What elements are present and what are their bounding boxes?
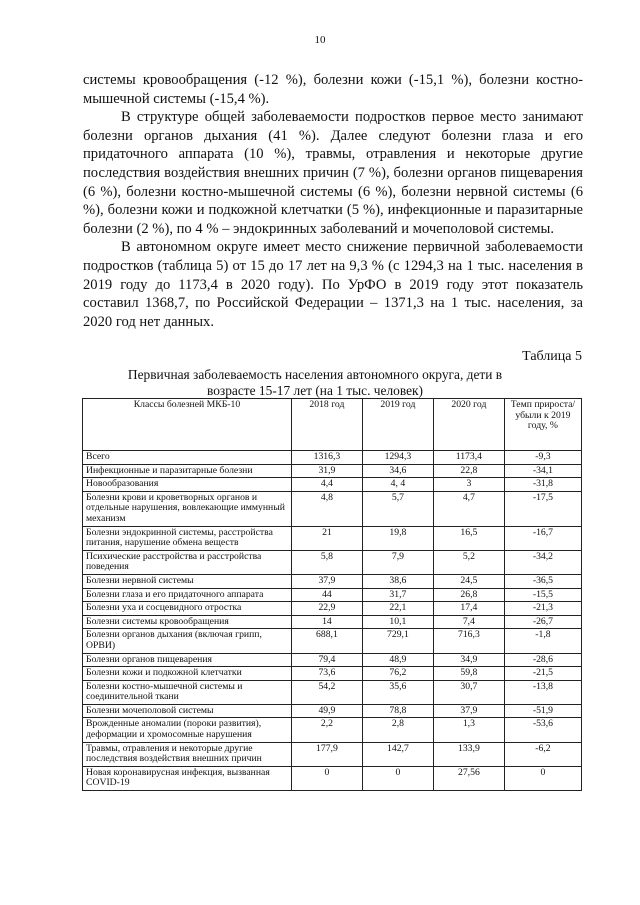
row-value: -1,8 bbox=[504, 629, 581, 653]
row-disease-class: Болезни эндокринной системы, расстройства питания, нарушение обмена веществ bbox=[83, 526, 292, 550]
row-disease-class: Болезни системы кровообращения bbox=[83, 615, 292, 629]
row-value: -9,3 bbox=[504, 451, 581, 465]
row-value: 1316,3 bbox=[291, 451, 362, 465]
row-value: 24,5 bbox=[433, 574, 504, 588]
row-value: 729,1 bbox=[362, 629, 433, 653]
row-disease-class: Травмы, отравления и некоторые другие последствия воздействия внешних причин bbox=[83, 742, 292, 766]
table-row bbox=[83, 602, 582, 616]
row-value: 79,4 bbox=[291, 653, 362, 667]
row-value: 5,2 bbox=[433, 550, 504, 574]
row-value: 54,2 bbox=[291, 680, 362, 704]
row-value: 177,9 bbox=[291, 742, 362, 766]
paragraph-dynamics: В автономном округе имеет место снижение первичной заболеваемости подростков (таблица 5) от 15 до 17 лет на 9,3 % (с 1294,3 на 1 тыс. населения в 2019 году до 1173,4 в 2020 году). По УрФО в 2019 году этот показатель составил 1368,7, по Российской Федерации – 1371,3 на 1 тыс. населения, за 2020 год нет данных. bbox=[83, 239, 583, 330]
row-disease-class: Болезни органов пищеварения bbox=[83, 653, 292, 667]
row-value: -34,1 bbox=[504, 464, 581, 478]
table-row bbox=[83, 742, 582, 766]
table-row bbox=[83, 629, 582, 653]
page-number: 10 bbox=[314, 34, 326, 46]
row-value: 688,1 bbox=[291, 629, 362, 653]
table-row bbox=[83, 615, 582, 629]
row-disease-class: Болезни крови и кроветворных органов и отдельные нарушения, вовлекающие иммунный механизм bbox=[83, 491, 292, 526]
row-value: 0 bbox=[504, 766, 581, 790]
row-value: 16,5 bbox=[433, 526, 504, 550]
table-row bbox=[83, 550, 582, 574]
row-disease-class: Болезни мочеполовой системы bbox=[83, 704, 292, 718]
row-value: -13,8 bbox=[504, 680, 581, 704]
table-row bbox=[83, 704, 582, 718]
row-value: -6,2 bbox=[504, 742, 581, 766]
row-value: 38,6 bbox=[362, 574, 433, 588]
row-value: 0 bbox=[291, 766, 362, 790]
row-value: 31,9 bbox=[291, 464, 362, 478]
row-value: 30,7 bbox=[433, 680, 504, 704]
row-value: 78,8 bbox=[362, 704, 433, 718]
row-value: 48,9 bbox=[362, 653, 433, 667]
header-2019: 2019 год bbox=[362, 399, 433, 451]
row-value: 4,8 bbox=[291, 491, 362, 526]
row-disease-class: Болезни костно-мышечной системы и соединительной ткани bbox=[83, 680, 292, 704]
table-row bbox=[83, 680, 582, 704]
row-value: 1,3 bbox=[433, 718, 504, 742]
row-value: 1173,4 bbox=[433, 451, 504, 465]
table-caption: Первичная заболеваемость населения автономного округа, дети в возрасте 15-17 лет (на 1 тыс. человек) bbox=[127, 367, 503, 398]
row-value: 37,9 bbox=[433, 704, 504, 718]
row-value: 5,8 bbox=[291, 550, 362, 574]
row-value: -36,5 bbox=[504, 574, 581, 588]
row-value: 22,8 bbox=[433, 464, 504, 478]
row-disease-class: Болезни нервной системы bbox=[83, 574, 292, 588]
row-value: 2,8 bbox=[362, 718, 433, 742]
row-value: -31,8 bbox=[504, 478, 581, 492]
row-value: 59,8 bbox=[433, 667, 504, 681]
table-row bbox=[83, 491, 582, 526]
row-value: 73,6 bbox=[291, 667, 362, 681]
row-value: 4,4 bbox=[291, 478, 362, 492]
row-disease-class: Врожденные аномалии (пороки развития), деформации и хромосомные нарушения bbox=[83, 718, 292, 742]
row-value: -28,6 bbox=[504, 653, 581, 667]
header-2018: 2018 год bbox=[291, 399, 362, 451]
row-value: 1294,3 bbox=[362, 451, 433, 465]
row-disease-class: Всего bbox=[83, 451, 292, 465]
row-value: 17,4 bbox=[433, 602, 504, 616]
row-disease-class: Болезни кожи и подкожной клетчатки bbox=[83, 667, 292, 681]
table-label: Таблица 5 bbox=[522, 349, 582, 364]
row-value: 19,8 bbox=[362, 526, 433, 550]
row-value: -21,5 bbox=[504, 667, 581, 681]
row-value: 37,9 bbox=[291, 574, 362, 588]
row-value: -21,3 bbox=[504, 602, 581, 616]
row-value: 35,6 bbox=[362, 680, 433, 704]
table-header-row bbox=[83, 399, 582, 451]
row-value: 4,7 bbox=[433, 491, 504, 526]
row-disease-class: Инфекционные и паразитарные болезни bbox=[83, 464, 292, 478]
body-text bbox=[83, 71, 583, 331]
row-value: 27,56 bbox=[433, 766, 504, 790]
table-row bbox=[83, 588, 582, 602]
row-disease-class: Болезни органов дыхания (включая грипп, ОРВИ) bbox=[83, 629, 292, 653]
row-value: 22,9 bbox=[291, 602, 362, 616]
row-disease-class: Болезни уха и сосцевидного отростка bbox=[83, 602, 292, 616]
row-value: -53,6 bbox=[504, 718, 581, 742]
header-2020: 2020 год bbox=[433, 399, 504, 451]
table-row bbox=[83, 574, 582, 588]
table-row bbox=[83, 667, 582, 681]
row-value: 2,2 bbox=[291, 718, 362, 742]
row-value: 14 bbox=[291, 615, 362, 629]
table-row bbox=[83, 766, 582, 790]
row-disease-class: Психические расстройства и расстройства поведения bbox=[83, 550, 292, 574]
row-value: -17,5 bbox=[504, 491, 581, 526]
header-growth-rate: Темп прироста/ убыли к 2019 году, % bbox=[504, 399, 581, 451]
row-value: -16,7 bbox=[504, 526, 581, 550]
row-value: 7,9 bbox=[362, 550, 433, 574]
row-value: -51,9 bbox=[504, 704, 581, 718]
row-value: -15,5 bbox=[504, 588, 581, 602]
row-value: 5,7 bbox=[362, 491, 433, 526]
table-row bbox=[83, 451, 582, 465]
row-value: 133,9 bbox=[433, 742, 504, 766]
table-body bbox=[83, 451, 582, 791]
table-row bbox=[83, 478, 582, 492]
row-value: 34,6 bbox=[362, 464, 433, 478]
row-disease-class: Новая коронавирусная инфекция, вызванная COVID-19 bbox=[83, 766, 292, 790]
row-value: 10,1 bbox=[362, 615, 433, 629]
row-value: 7,4 bbox=[433, 615, 504, 629]
row-value: 22,1 bbox=[362, 602, 433, 616]
table-row bbox=[83, 653, 582, 667]
row-value: 21 bbox=[291, 526, 362, 550]
row-value: -26,7 bbox=[504, 615, 581, 629]
row-value: -34,2 bbox=[504, 550, 581, 574]
row-disease-class: Болезни глаза и его придаточного аппарата bbox=[83, 588, 292, 602]
table-row bbox=[83, 718, 582, 742]
table-row bbox=[83, 526, 582, 550]
morbidity-table bbox=[82, 398, 582, 791]
row-value: 31,7 bbox=[362, 588, 433, 602]
row-value: 4, 4 bbox=[362, 478, 433, 492]
header-disease-class: Классы болезней МКБ-10 bbox=[83, 399, 292, 451]
paragraph-continuation: системы кровообращения (-12 %), болезни кожи (-15,1 %), болезни костно-мышечной системы (-15,4 %). bbox=[83, 72, 583, 107]
row-value: 26,8 bbox=[433, 588, 504, 602]
paragraph-structure: В структуре общей заболеваемости подростков первое место занимают болезни органов дыхания (41 %). Далее следуют болезни глаза и его придаточного аппарата (10 %), травмы, отравления и некоторые другие последствия воздействия внешних причин (7 %), болезни органов пищеварения (6 %), болезни костно-мышечной системы (6 %), болезни нервной системы (6 %), болезни кожи и подкожной клетчатки (5 %), инфекционные и паразитарные болезни (2 %), по 4 % – эндокринных заболеваний и мочеполовой системы. bbox=[83, 109, 583, 237]
row-value: 76,2 bbox=[362, 667, 433, 681]
row-value: 716,3 bbox=[433, 629, 504, 653]
row-value: 34,9 bbox=[433, 653, 504, 667]
row-value: 49,9 bbox=[291, 704, 362, 718]
row-value: 44 bbox=[291, 588, 362, 602]
row-value: 3 bbox=[433, 478, 504, 492]
table-row bbox=[83, 464, 582, 478]
row-disease-class: Новообразования bbox=[83, 478, 292, 492]
row-value: 142,7 bbox=[362, 742, 433, 766]
row-value: 0 bbox=[362, 766, 433, 790]
